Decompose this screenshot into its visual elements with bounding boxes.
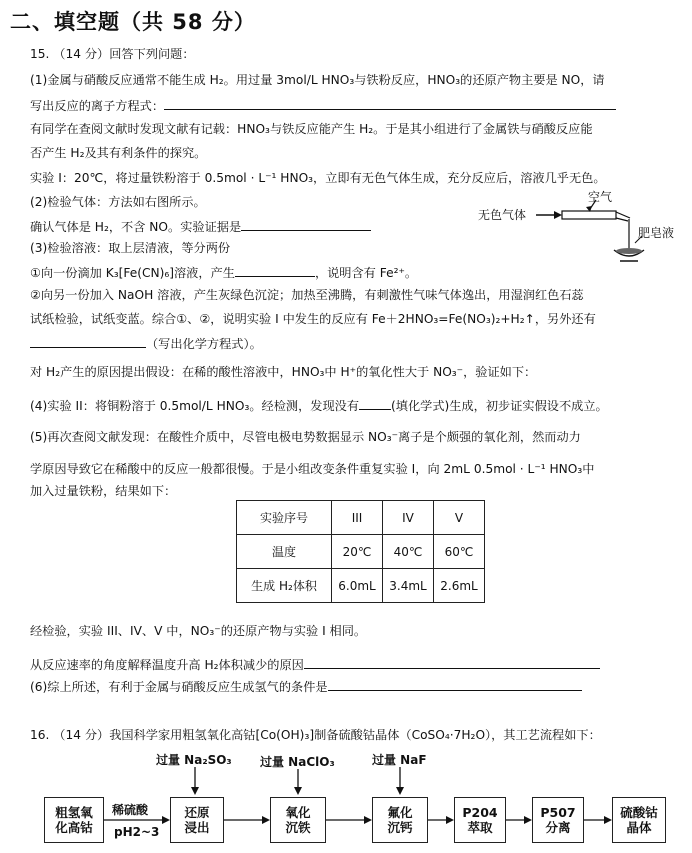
table-cell: 20℃ bbox=[332, 535, 383, 569]
answer-blank[interactable] bbox=[241, 217, 371, 231]
q15-line: (3)检验溶液：取上层清液，等分两份 bbox=[30, 241, 231, 255]
q15-line: 经检验，实验 III、IV、V 中，NO₃⁻的还原产物与实验 I 相同。 bbox=[30, 624, 367, 638]
q15-line: 对 H₂产生的原因提出假设：在稀的酸性溶液中，HNO₃中 H⁺的氧化性大于 NO₃⁻，验证如下： bbox=[30, 365, 537, 379]
process-flowchart bbox=[0, 745, 692, 853]
q15-line-text: 从反应速率的角度解释温度升高 H₂体积减少的原因 bbox=[30, 658, 304, 672]
flow-box bbox=[454, 797, 506, 843]
q15-line bbox=[30, 263, 417, 281]
table-cell: 2.6mL bbox=[434, 569, 485, 603]
section-title: 二、填空题（共 58 分） bbox=[10, 10, 256, 34]
q15-line: 加入过量铁粉，结果如下： bbox=[30, 484, 177, 498]
q15-line: (5)再次查阅文献发现：在酸性介质中，尽管电极电势数据显示 NO₃⁻离子是个颇强的氧化剂，然而动力 bbox=[30, 430, 581, 444]
answer-blank[interactable] bbox=[235, 263, 315, 277]
q15-line-text: (填化学式)生成，初步证实假设不成立。 bbox=[391, 399, 608, 413]
flow-box bbox=[270, 797, 326, 843]
gas-label: 无色气体 bbox=[478, 208, 527, 222]
q15-header: 15. （14 分）回答下列问题： bbox=[30, 47, 195, 61]
flow-box-text: 氧化 沉铁 bbox=[285, 805, 311, 835]
q15-line bbox=[30, 396, 608, 414]
table-cell: 生成 H₂体积 bbox=[237, 569, 332, 603]
arrow-label: pH2~3 bbox=[114, 825, 160, 839]
table-cell: III bbox=[332, 501, 383, 535]
flow-box bbox=[44, 797, 104, 843]
table-cell: IV bbox=[383, 501, 434, 535]
flow-box-text: P204 萃取 bbox=[462, 805, 498, 835]
q15-line-text: (6)综上所述，有利于金属与硝酸反应生成氢气的条件是 bbox=[30, 680, 328, 694]
flow-box-text: 粗氢氧 化高钴 bbox=[55, 805, 93, 835]
q15-line bbox=[30, 655, 600, 673]
answer-blank[interactable] bbox=[30, 334, 146, 348]
answer-blank[interactable] bbox=[328, 677, 582, 691]
table-cell: 实验序号 bbox=[237, 501, 332, 535]
arrow-label: 稀硫酸 bbox=[112, 803, 149, 817]
q16-header: 16. （14 分）我国科学家用粗氢氧化高钴[Co(OH)₃]制备硫酸钴晶体（CoSO₄·7H₂O），其工艺流程如下： bbox=[30, 728, 601, 742]
q15-line: ②向另一份加入 NaOH 溶液，产生灰绿色沉淀；加热至沸腾，有刺激性气味气体逸出，用湿润红色石蕊 bbox=[30, 288, 584, 302]
q15-line: 学原因导致它在稀酸中的反应一般都很慢。于是小组改变条件重复实验 I，向 2mL 0.5mol · L⁻¹ HNO₃中 bbox=[30, 462, 595, 476]
table-cell: 60℃ bbox=[434, 535, 485, 569]
q15-line-text: 确认气体是 H₂，不含 NO。实验证据是 bbox=[30, 220, 242, 234]
q15-line: 实验 I：20℃，将过量铁粉溶于 0.5mol · L⁻¹ HNO₃，立即有无色气体生成，充分反应后，溶液几乎无色。 bbox=[30, 171, 606, 185]
table-row bbox=[237, 535, 485, 569]
flow-box bbox=[532, 797, 584, 843]
q15-line: (1)金属与硝酸反应通常不能生成 H₂。用过量 3mol/L HNO₃与铁粉反应，HNO₃的还原产物主要是 NO，请 bbox=[30, 73, 605, 87]
soap-label: 肥皂液 bbox=[638, 226, 675, 240]
reagent-label: 过量 NaF bbox=[372, 753, 427, 767]
table-row bbox=[237, 569, 485, 603]
q15-line: 试纸检验，试纸变蓝。综合①、②，说明实验 I 中发生的反应有 Fe＋2HNO₃=Fe(NO₃)₂+H₂↑，另外还有 bbox=[30, 312, 596, 326]
answer-blank[interactable] bbox=[304, 655, 600, 669]
q15-line-text: ，说明含有 Fe²⁺。 bbox=[314, 266, 418, 280]
q15-line bbox=[30, 217, 371, 235]
q15-line-text: （写出化学方程式）。 bbox=[146, 337, 262, 351]
flow-box bbox=[612, 797, 666, 843]
gas-test-apparatus bbox=[470, 188, 692, 268]
table-cell: 3.4mL bbox=[383, 569, 434, 603]
flow-box-text: 还原 浸出 bbox=[184, 805, 210, 835]
q15-line-text: 写出反应的离子方程式： bbox=[30, 99, 165, 113]
q15-line: 有同学在查阅文献时发现文献有记载：HNO₃与铁反应能产生 H₂。于是其小组进行了金属铁与硝酸反应能 bbox=[30, 122, 593, 136]
reagent-label: 过量 NaClO₃ bbox=[260, 755, 335, 769]
q15-line bbox=[30, 96, 616, 114]
q15-line-text: ①向一份滴加 K₃[Fe(CN)₆]溶液，产生 bbox=[30, 266, 235, 280]
table-cell: V bbox=[434, 501, 485, 535]
q15-line-text: (4)实验 II：将铜粉溶于 0.5mol/L HNO₃。经检测，发现没有 bbox=[30, 399, 360, 413]
q15-line: (2)检验气体：方法如右图所示。 bbox=[30, 195, 206, 209]
table-cell: 40℃ bbox=[383, 535, 434, 569]
flow-box bbox=[170, 797, 224, 843]
flow-box-text: 氟化 沉钙 bbox=[387, 805, 413, 835]
q15-line bbox=[30, 677, 582, 695]
reagent-label: 过量 Na₂SO₃ bbox=[156, 753, 232, 767]
flow-box bbox=[372, 797, 428, 843]
table-cell: 温度 bbox=[237, 535, 332, 569]
air-label: 空气 bbox=[588, 190, 613, 204]
answer-blank[interactable] bbox=[359, 396, 391, 410]
experiment-table bbox=[236, 500, 485, 603]
flow-box-text: 硫酸钴 晶体 bbox=[620, 805, 658, 835]
q15-line: 否产生 H₂及其有利条件的探究。 bbox=[30, 146, 207, 160]
answer-blank[interactable] bbox=[164, 96, 616, 110]
flow-box-text: P507 分离 bbox=[540, 805, 576, 835]
table-cell: 6.0mL bbox=[332, 569, 383, 603]
q15-line bbox=[30, 334, 262, 352]
table-row bbox=[237, 501, 485, 535]
